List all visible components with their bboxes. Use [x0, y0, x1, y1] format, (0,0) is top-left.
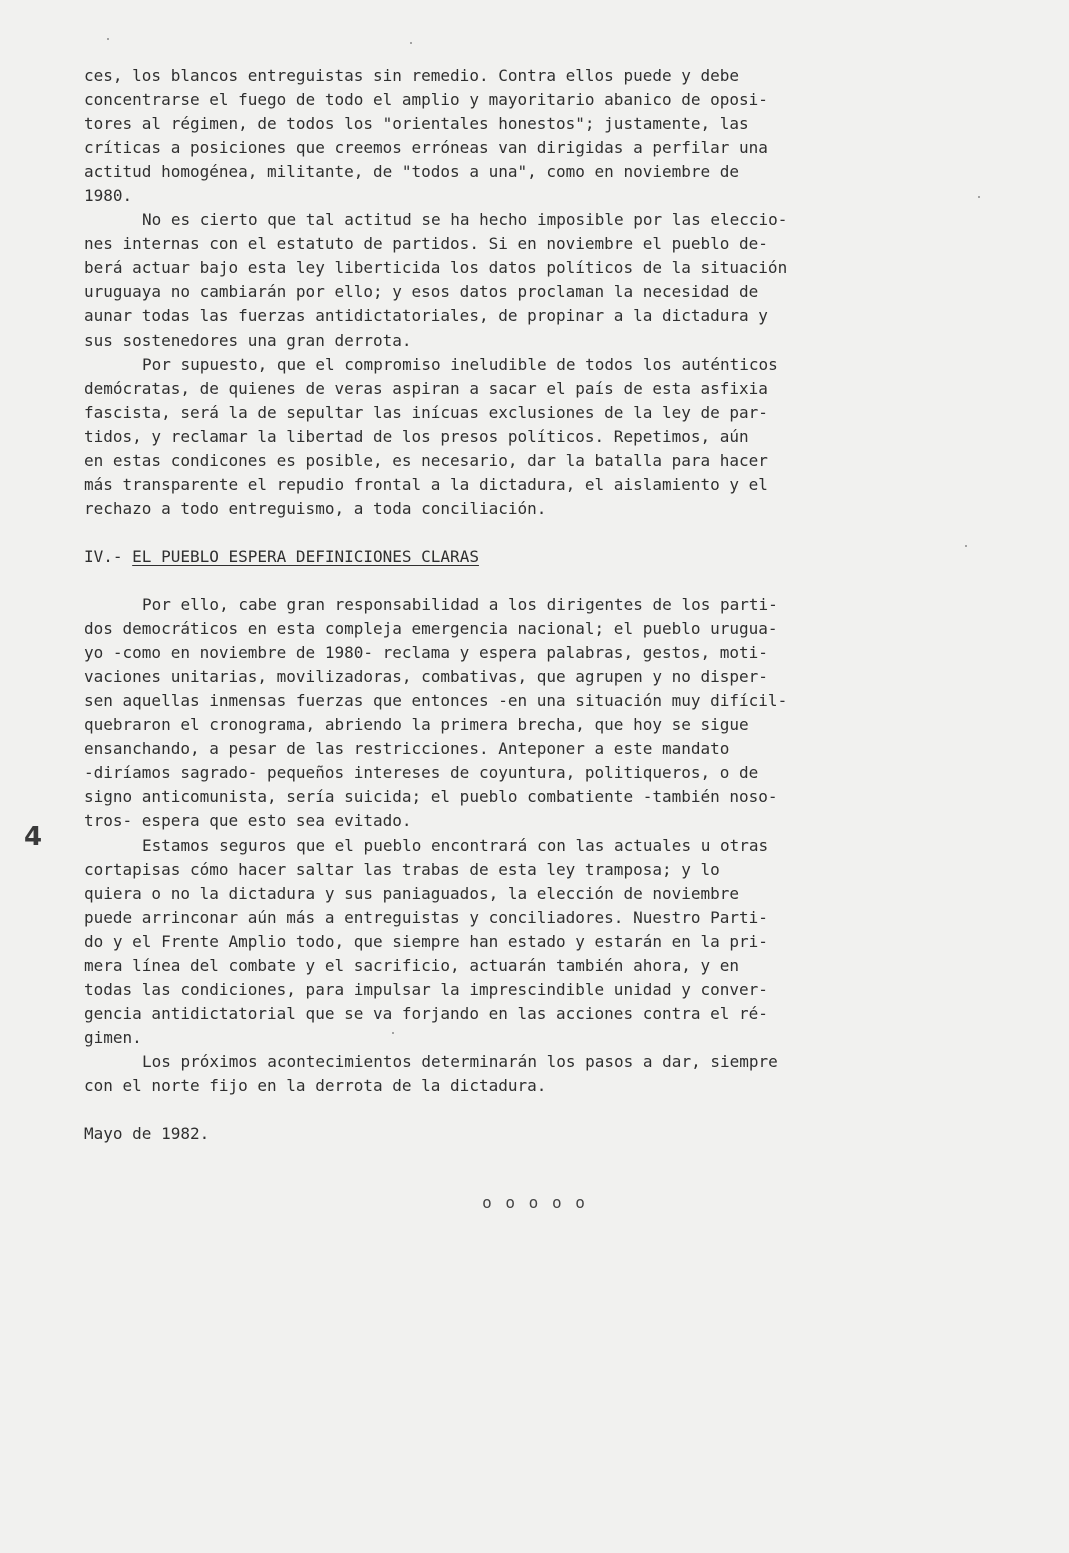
- text-line: demócratas, de quienes de veras aspiran a sacar el país de esta asfixia: [84, 378, 768, 398]
- paper-speck: [978, 196, 980, 198]
- text-line: críticas a posiciones que creemos erróneas van dirigidas a perfilar una: [84, 138, 768, 158]
- text-line: mera línea del combate y el sacrificio, actuarán también ahora, y en: [84, 955, 740, 975]
- text-line: gimen.: [84, 1027, 142, 1047]
- paragraph-5: [84, 834, 964, 1050]
- text-line: Por ello, cabe gran responsabilidad a los dirigentes de los parti-: [142, 595, 778, 615]
- paragraph-1: [84, 64, 964, 208]
- text-line: uruguaya no cambiarán por ello; y esos datos proclaman la necesidad de: [84, 282, 759, 302]
- text-line: dos democráticos en esta compleja emergencia nacional; el pueblo urugua-: [84, 619, 778, 639]
- text-line: Los próximos acontecimientos determinarán los pasos a dar, siempre: [142, 1051, 778, 1071]
- text-line: do y el Frente Amplio todo, que siempre han estado y estarán en la pri-: [84, 931, 768, 951]
- text-line: gencia antidictatorial que se va forjando en las acciones contra el ré-: [84, 1003, 768, 1023]
- text-line: en estas condicones es posible, es necesario, dar la batalla para hacer: [84, 450, 768, 470]
- text-line: fascista, será la de sepultar las inícuas exclusiones de la ley de par-: [84, 402, 768, 422]
- text-line: nes internas con el estatuto de partidos. Si en noviembre el pueblo de-: [84, 234, 768, 254]
- text-line: signo anticomunista, sería suicida; el pueblo combatiente -también noso-: [84, 787, 778, 807]
- text-line: sus sostenedores una gran derrota.: [84, 330, 412, 350]
- paragraph-6: [84, 1050, 964, 1098]
- section-title: EL PUEBLO ESPERA DEFINICIONES CLARAS: [132, 546, 479, 566]
- text-line: más transparente el repudio frontal a la dictadura, el aislamiento y el: [84, 474, 768, 494]
- paragraph-4: [84, 593, 964, 833]
- text-line: -diríamos sagrado- pequeños intereses de coyuntura, politiqueros, o de: [84, 763, 759, 783]
- text-line: concentrarse el fuego de todo el amplio y mayoritario abanico de oposi-: [84, 90, 768, 110]
- text-line: vaciones unitarias, movilizadoras, combativas, que agrupen y no disper-: [84, 667, 768, 687]
- paper-speck: [107, 38, 109, 40]
- spacer: [84, 521, 964, 545]
- text-line: sen aquellas inmensas fuerzas que entonces -en una situación muy difícil-: [84, 691, 788, 711]
- text-line: yo -como en noviembre de 1980- reclama y espera palabras, gestos, moti-: [84, 643, 768, 663]
- paper-speck: [965, 545, 967, 547]
- text-line: puede arrinconar aún más a entreguistas y conciliadores. Nuestro Parti-: [84, 907, 768, 927]
- paper-speck: [392, 1032, 394, 1034]
- page-number: 4: [24, 822, 43, 852]
- text-line: 1980.: [84, 186, 133, 206]
- text-line: quiera o no la dictadura y sus paniaguados, la elección de noviembre: [84, 883, 740, 903]
- paragraph-3: [84, 353, 964, 521]
- text-line: berá actuar bajo esta ley liberticida los datos políticos de la situación: [84, 258, 788, 278]
- text-line: ces, los blancos entreguistas sin remedio. Contra ellos puede y debe: [84, 66, 740, 85]
- document-body: [84, 64, 964, 1146]
- section-number: IV.-: [84, 546, 133, 566]
- text-line: actitud homogénea, militante, de "todos a una", como en noviembre de: [84, 162, 740, 182]
- text-line: quebraron el cronograma, abriendo la primera brecha, que hoy se sigue: [84, 715, 749, 735]
- spacer: [84, 569, 964, 593]
- text-line: tros- espera que esto sea evitado.: [84, 811, 412, 831]
- text-line: Por supuesto, que el compromiso ineludible de todos los auténticos: [142, 354, 778, 374]
- text-line: rechazo a todo entreguismo, a toda conciliación.: [84, 498, 547, 518]
- section-heading: [84, 545, 964, 569]
- closing-ornament: o o o o o: [482, 1193, 587, 1212]
- text-line: aunar todas las fuerzas antidictatoriales, de propinar a la dictadura y: [84, 306, 768, 326]
- paragraph-2: [84, 208, 964, 352]
- text-line: No es cierto que tal actitud se ha hecho imposible por las eleccio-: [142, 210, 788, 230]
- spacer: [84, 1098, 964, 1122]
- text-line: con el norte fijo en la derrota de la dictadura.: [84, 1075, 547, 1095]
- text-line: todas las condiciones, para impulsar la imprescindible unidad y conver-: [84, 979, 768, 999]
- text-line: tidos, y reclamar la libertad de los presos políticos. Repetimos, aún: [84, 426, 749, 446]
- text-line: Estamos seguros que el pueblo encontrará con las actuales u otras: [142, 835, 769, 855]
- paper-speck: [410, 42, 412, 44]
- text-line: cortapisas cómo hacer saltar las trabas de esta ley tramposa; y lo: [84, 859, 720, 879]
- document-date: Mayo de 1982.: [84, 1124, 210, 1144]
- text-line: ensanchando, a pesar de las restricciones. Anteponer a este mandato: [84, 739, 730, 759]
- text-line: tores al régimen, de todos los "orientales honestos"; justamente, las: [84, 114, 749, 134]
